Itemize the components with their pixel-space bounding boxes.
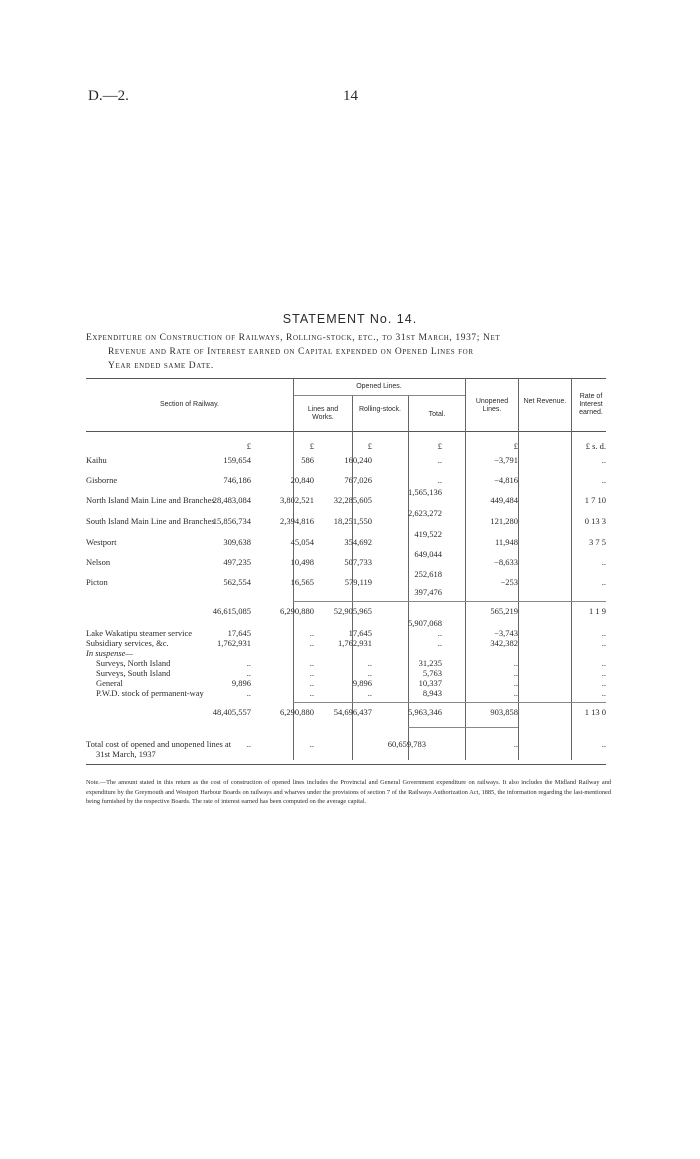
cell: .. [309, 628, 314, 638]
cell: .. [246, 688, 251, 698]
cell: .. [601, 638, 606, 648]
cell: 2,623,272 [408, 508, 442, 518]
row-label: Westport [86, 537, 117, 547]
brace-rule [408, 727, 518, 728]
cell: .. [601, 739, 606, 749]
cell: .. [601, 557, 606, 567]
header-opened-lines: Opened Lines. [356, 383, 402, 390]
cell: 342,382 [490, 638, 518, 648]
cell: 16,565 [290, 577, 314, 587]
cell: 9,896 [231, 678, 251, 688]
cell: .. [309, 739, 314, 749]
cell: 20,840 [290, 475, 314, 485]
cell: .. [513, 678, 518, 688]
cell: 252,618 [414, 569, 442, 579]
cell: 52,905,965 [333, 606, 372, 616]
cell: 160,240 [344, 455, 372, 465]
currency-c6: £ s. d. [585, 441, 606, 451]
cell: .. [246, 668, 251, 678]
statement-subtitle [86, 331, 614, 373]
subtotal-rule-1 [293, 601, 606, 602]
cell: .. [437, 638, 442, 648]
cell: .. [513, 739, 518, 749]
cell: 48,405,557 [212, 707, 251, 717]
cell: .. [513, 658, 518, 668]
header-rate-interest: Rate of Interest earned. [579, 393, 603, 416]
row-label: Total cost of opened and unopened lines at [86, 739, 232, 749]
subtitle-line-3: Year ended same Date. [108, 361, 214, 371]
cell: 0 13 3 [584, 516, 606, 526]
footnote: Note.—The amount stated in this return as the cost of construction of opened lines includes the Provincial and General Government expenditure on railways. It also includes the Midland Railway and expenditure by the Greymouth and Westport Harbour Boards on railways and wharves under the provisions of section 7 of the Railways Authorization Act, 1885, the information regarding the last-mentioned being furnished by the respective Boards. The rate of interest earned has been computed on the average capital. [86, 779, 611, 805]
cell: 354,692 [344, 537, 372, 547]
cell: −8,633 [494, 557, 518, 567]
cell: 46,615,085 [212, 606, 251, 616]
cell: 449,484 [490, 495, 518, 505]
cell: .. [309, 678, 314, 688]
cell: .. [309, 668, 314, 678]
cell: .. [246, 658, 251, 668]
cell: 5,963,346 [408, 707, 442, 717]
cell: 17,645 [348, 628, 372, 638]
cell: .. [437, 455, 442, 465]
row-label: Nelson [86, 557, 111, 567]
cell: 419,522 [414, 529, 442, 539]
header-bottom-rule [86, 431, 606, 432]
row-label: P.W.D. stock of permanent-way [96, 688, 204, 698]
cell: .. [246, 739, 251, 749]
cell: 18,251,550 [333, 516, 372, 526]
cell: 1,762,931 [338, 638, 372, 648]
table-row [86, 549, 606, 568]
cell: .. [601, 475, 606, 485]
cell: .. [367, 668, 372, 678]
subtitle-line-1: Expenditure on Construction of Railways, Rolling-stock, etc., to 31st March, 1937; Net [86, 333, 501, 343]
cell: 746,186 [223, 475, 251, 485]
row-label: North Island Main Line and Branches [86, 495, 215, 505]
page-number: 14 [343, 88, 358, 104]
cell: .. [309, 638, 314, 648]
cell: 10,498 [290, 557, 314, 567]
statement-title: STATEMENT No. 14. [282, 312, 418, 326]
currency-c3: £ [367, 441, 372, 451]
cell: −3,743 [494, 628, 518, 638]
row-label: South Island Main Line and Branches [86, 516, 215, 526]
subtotal-rule-2 [293, 702, 606, 703]
cell: 586 [301, 455, 314, 465]
cell: 2,394,816 [280, 516, 314, 526]
cell: 159,654 [223, 455, 251, 465]
cell: .. [513, 668, 518, 678]
cell: .. [367, 658, 372, 668]
cell: 397,476 [414, 587, 442, 597]
cell: .. [309, 658, 314, 668]
cell: 32,285,605 [333, 495, 372, 505]
row-label: Lake Wakatipu steamer service [86, 628, 193, 638]
cell: 3,802,521 [280, 495, 314, 505]
cell: 9,896 [352, 678, 372, 688]
subtotal-row [86, 605, 606, 628]
table-row [86, 487, 606, 506]
cell: 507,733 [344, 557, 372, 567]
cell: 1,762,931 [217, 638, 251, 648]
row-label: Picton [86, 577, 108, 587]
cell: .. [601, 688, 606, 698]
cell: .. [437, 475, 442, 485]
cell: 6,290,880 [280, 707, 314, 717]
cell: .. [601, 577, 606, 587]
cell: 5,763 [422, 668, 442, 678]
table-row [86, 586, 606, 598]
cell: 565,219 [490, 606, 518, 616]
cell: 121,280 [490, 516, 518, 526]
row-label: Surveys, South Island [96, 668, 171, 678]
table-row [86, 454, 606, 466]
cell: .. [437, 628, 442, 638]
table-row [86, 508, 606, 527]
cell: 11,948 [494, 537, 518, 547]
subtitle-line-2: Revenue and Rate of Interest earned on Capital expended on Opened Lines for [108, 347, 474, 357]
cell: 10,337 [418, 678, 442, 688]
cell: 31,235 [418, 658, 442, 668]
opened-lines-rule [293, 395, 465, 396]
cell: .. [601, 678, 606, 688]
currency-c5: £ [513, 441, 518, 451]
cell: 15,856,734 [212, 516, 251, 526]
row-label: 31st March, 1937 [96, 749, 156, 759]
cell: 579,119 [344, 577, 372, 587]
cell: 5,907,068 [408, 618, 442, 628]
cell: 649,044 [414, 549, 442, 559]
cell: 28,483,084 [212, 495, 251, 505]
row-label: Surveys, North Island [96, 658, 171, 668]
currency-c1: £ [246, 441, 251, 451]
cell: 6,290,880 [280, 606, 314, 616]
table-bottom-rule [86, 764, 606, 765]
cell: 17,645 [227, 628, 251, 638]
table-top-rule [86, 378, 606, 379]
cell: 1,565,136 [408, 487, 442, 497]
cell: 3 7 5 [589, 537, 606, 547]
cell: 1 1 9 [589, 606, 606, 616]
table-row [86, 529, 606, 548]
cell: −253 [500, 577, 518, 587]
header-total: Total. [428, 411, 446, 418]
header-section: Section of Railway. [159, 401, 219, 408]
header-lines-works: Lines and Works. [307, 406, 339, 421]
row-label: Subsidiary services, &c. [86, 638, 169, 648]
cell: 309,638 [223, 537, 251, 547]
cell: −3,791 [494, 455, 518, 465]
cell: 45,054 [290, 537, 314, 547]
document-reference: D.—2. [88, 88, 129, 104]
cell: 562,554 [223, 577, 251, 587]
cell: .. [367, 688, 372, 698]
header-unopened: Unopened Lines. [475, 398, 509, 413]
header-rolling-stock: Rolling-stock. [358, 406, 401, 413]
cell: 8,943 [422, 688, 442, 698]
currency-c2: £ [309, 441, 314, 451]
cell: 1 7 10 [584, 495, 606, 505]
cell: .. [601, 658, 606, 668]
cell: 1 13 0 [584, 707, 606, 717]
cell: 60,659,783 [387, 739, 426, 749]
row-label: Kaihu [86, 455, 107, 465]
table-row [86, 687, 606, 699]
cell: .. [309, 688, 314, 698]
subtotal-row [86, 706, 606, 718]
cell: −4,816 [494, 475, 518, 485]
table-row [86, 474, 606, 486]
header-net-revenue: Net Revenue. [523, 398, 567, 405]
cell: .. [601, 628, 606, 638]
cell: 54,696,437 [333, 707, 372, 717]
cell: 903,858 [490, 707, 518, 717]
table-row [86, 748, 606, 760]
cell: 767,026 [344, 475, 372, 485]
row-label: General [96, 678, 123, 688]
row-label: Gisborne [86, 475, 118, 485]
cell: .. [513, 688, 518, 698]
currency-c4: £ [437, 441, 442, 451]
cell: .. [601, 455, 606, 465]
row-label: In suspense— [86, 648, 133, 658]
cell: .. [601, 668, 606, 678]
cell: 497,235 [223, 557, 251, 567]
currency-row [86, 440, 606, 452]
